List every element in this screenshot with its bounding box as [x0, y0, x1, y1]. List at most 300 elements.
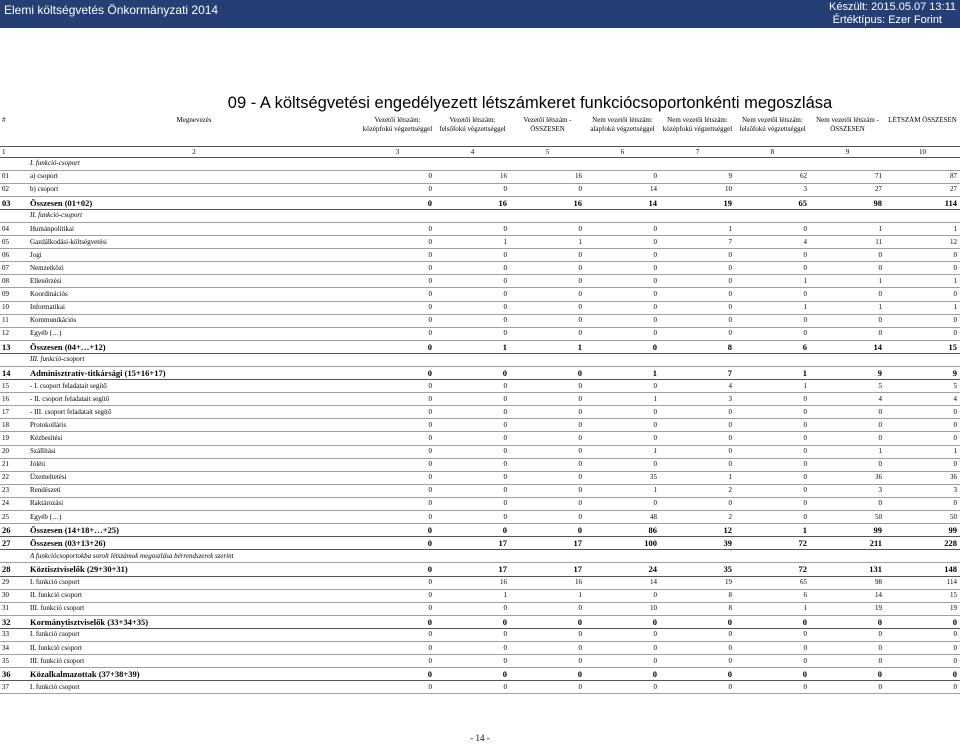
cell-value: 1 [735, 301, 810, 314]
cell-value: 0 [435, 275, 510, 288]
cell-value: 0 [360, 497, 435, 510]
cell-value: 0 [510, 432, 585, 445]
row-code [0, 550, 28, 563]
cell-value: 6 [735, 340, 810, 353]
cell-value: 0 [360, 393, 435, 406]
cell-value: 0 [510, 419, 585, 432]
cell-value: 0 [810, 615, 885, 628]
cell-value: 0 [885, 314, 960, 327]
cell-value: 0 [510, 458, 585, 471]
cell-value: 0 [510, 655, 585, 668]
cell-value: 99 [885, 524, 960, 537]
cell-value: 0 [360, 655, 435, 668]
row-label: Kézbesítési [28, 432, 360, 445]
cell-value: 0 [885, 419, 960, 432]
column-number-row [0, 146, 960, 157]
cell-value: 0 [660, 641, 735, 654]
cell-value: 0 [585, 641, 660, 654]
cell-value: 1 [735, 602, 810, 615]
cell-value: 0 [885, 458, 960, 471]
cell-value: 16 [510, 196, 585, 209]
cell-value: 0 [510, 524, 585, 537]
cell-value: 0 [435, 406, 510, 419]
section-row [0, 209, 960, 222]
cell-value: 99 [810, 524, 885, 537]
cell-value: 3 [885, 484, 960, 497]
cell-value: 50 [885, 511, 960, 524]
cell-value: 1 [435, 589, 510, 602]
table-row [0, 222, 960, 235]
cell-value: 0 [885, 497, 960, 510]
cell-value: 65 [735, 576, 810, 589]
row-code: 14 [0, 367, 28, 380]
cell-value: 0 [510, 301, 585, 314]
cell-value: 0 [585, 301, 660, 314]
cell-value: 0 [585, 406, 660, 419]
cell-value: 1 [660, 222, 735, 235]
cell-value: 16 [435, 576, 510, 589]
cell-value: 0 [810, 458, 885, 471]
cell-value: 1 [435, 340, 510, 353]
table-row [0, 288, 960, 301]
cell-value: 0 [660, 445, 735, 458]
row-code: 15 [0, 380, 28, 393]
cell-value: 0 [510, 641, 585, 654]
row-code: 30 [0, 589, 28, 602]
row-code: 29 [0, 576, 28, 589]
cell-value: 0 [435, 484, 510, 497]
row-label: I. funkció-csoport [28, 157, 960, 170]
row-code: 25 [0, 511, 28, 524]
cell-value: 0 [360, 249, 435, 262]
cell-value: 19 [660, 576, 735, 589]
cell-value: 1 [585, 445, 660, 458]
table-row [0, 641, 960, 654]
cell-value: 211 [810, 537, 885, 550]
cell-value: 0 [435, 380, 510, 393]
cell-value: 1 [810, 301, 885, 314]
cell-value: 65 [735, 196, 810, 209]
table-row [0, 589, 960, 602]
cell-value: 0 [735, 668, 810, 681]
cell-value: 0 [435, 602, 510, 615]
cell-value: 0 [360, 668, 435, 681]
row-label: Egyéb (…) [28, 511, 360, 524]
cell-value: 1 [885, 301, 960, 314]
cell-value: 14 [585, 576, 660, 589]
cell-value: 0 [585, 222, 660, 235]
cell-value: 0 [510, 183, 585, 196]
cell-value: 0 [435, 249, 510, 262]
cell-value: 0 [810, 314, 885, 327]
cell-value: 0 [810, 655, 885, 668]
row-label: Összesen (01+02) [28, 196, 360, 209]
cell-value: 36 [810, 471, 885, 484]
table-row [0, 628, 960, 641]
table-row [0, 170, 960, 183]
cell-value: 0 [435, 615, 510, 628]
cell-value: 0 [735, 655, 810, 668]
cell-value: 0 [360, 327, 435, 340]
row-code: 10 [0, 301, 28, 314]
table-row [0, 511, 960, 524]
cell-value: 12 [885, 236, 960, 249]
cell-value: 100 [585, 537, 660, 550]
cell-value: 0 [510, 262, 585, 275]
cell-value: 0 [660, 458, 735, 471]
cell-value: 0 [885, 655, 960, 668]
cell-value: 4 [810, 393, 885, 406]
total-row [0, 196, 960, 209]
cell-value: 0 [360, 301, 435, 314]
total-row [0, 615, 960, 628]
created-timestamp: Készült: 2015.05.07 13:11 [828, 1, 956, 13]
cell-value: 50 [810, 511, 885, 524]
cell-value: 87 [885, 170, 960, 183]
cell-value: 7 [660, 367, 735, 380]
row-label: Gazdálkodási-költségvetési [28, 236, 360, 249]
cell-value: 148 [885, 563, 960, 576]
cell-value: 0 [585, 589, 660, 602]
cell-value: 0 [510, 275, 585, 288]
cell-value: 0 [660, 314, 735, 327]
table-row [0, 484, 960, 497]
cell-value: 2 [660, 484, 735, 497]
cell-value: 0 [810, 641, 885, 654]
cell-value: 8 [660, 589, 735, 602]
cell-value: 16 [510, 576, 585, 589]
column-number: 8 [735, 146, 810, 157]
cell-value: 0 [660, 327, 735, 340]
cell-value: 0 [660, 288, 735, 301]
row-code: 16 [0, 393, 28, 406]
cell-value: 98 [810, 196, 885, 209]
cell-value: 0 [585, 236, 660, 249]
cell-value: 0 [885, 641, 960, 654]
cell-value: 0 [585, 288, 660, 301]
column-number: 7 [660, 146, 735, 157]
row-code: 28 [0, 563, 28, 576]
cell-value: 0 [810, 262, 885, 275]
cell-value: 0 [885, 262, 960, 275]
cell-value: 0 [435, 393, 510, 406]
row-code: 21 [0, 458, 28, 471]
cell-value: 0 [885, 432, 960, 445]
cell-value: 0 [360, 196, 435, 209]
cell-value: 1 [810, 222, 885, 235]
column-number: 1 [0, 146, 28, 157]
table-row [0, 380, 960, 393]
cell-value: 0 [435, 628, 510, 641]
cell-value: 0 [510, 406, 585, 419]
cell-value: 35 [585, 471, 660, 484]
cell-value: 0 [660, 406, 735, 419]
cell-value: 1 [660, 471, 735, 484]
cell-value: 17 [510, 537, 585, 550]
cell-value: 12 [660, 524, 735, 537]
row-code [0, 209, 28, 222]
cell-value: 48 [585, 511, 660, 524]
table-row [0, 445, 960, 458]
cell-value: 0 [735, 327, 810, 340]
cell-value: 1 [810, 445, 885, 458]
cell-value: 0 [360, 445, 435, 458]
row-code: 08 [0, 275, 28, 288]
row-label: I. funkció csoport [28, 681, 360, 694]
cell-value: 0 [585, 655, 660, 668]
section-row [0, 157, 960, 170]
cell-value: 1 [585, 393, 660, 406]
cell-value: 0 [435, 641, 510, 654]
row-label: Üzemeltetési [28, 471, 360, 484]
cell-value: 0 [660, 419, 735, 432]
row-code: 17 [0, 406, 28, 419]
column-header: Vezetői létszám: középfokú végzettséggel [360, 116, 435, 146]
cell-value: 1 [585, 484, 660, 497]
cell-value: 8 [660, 340, 735, 353]
cell-value: 0 [360, 484, 435, 497]
table-row [0, 655, 960, 668]
cell-value: 0 [660, 668, 735, 681]
cell-value: 0 [585, 419, 660, 432]
cell-value: 16 [510, 170, 585, 183]
column-header: Nem vezetői létszám: középfokú végzettséggel [660, 116, 735, 146]
cell-value: 131 [810, 563, 885, 576]
cell-value: 0 [360, 275, 435, 288]
page-number: - 14 - [470, 733, 490, 743]
row-code: 06 [0, 249, 28, 262]
cell-value: 0 [435, 301, 510, 314]
cell-value: 0 [735, 314, 810, 327]
cell-value: 0 [510, 615, 585, 628]
cell-value: 3 [660, 393, 735, 406]
cell-value: 0 [585, 458, 660, 471]
column-number: 2 [28, 146, 360, 157]
total-row [0, 367, 960, 380]
row-label: I. funkció csoport [28, 628, 360, 641]
row-code: 20 [0, 445, 28, 458]
row-code: 11 [0, 314, 28, 327]
row-code [0, 353, 28, 366]
row-label: Köztisztviselők (29+30+31) [28, 563, 360, 576]
row-code: 13 [0, 340, 28, 353]
cell-value: 0 [360, 340, 435, 353]
cell-value: 0 [435, 458, 510, 471]
cell-value: 24 [585, 563, 660, 576]
cell-value: 0 [735, 628, 810, 641]
row-label: I. funkció csoport [28, 576, 360, 589]
cell-value: 0 [360, 641, 435, 654]
cell-value: 0 [510, 681, 585, 694]
cell-value: 0 [660, 615, 735, 628]
cell-value: 0 [585, 327, 660, 340]
cell-value: 0 [510, 484, 585, 497]
cell-value: 0 [735, 497, 810, 510]
column-header: Nem vezetői létszám: felsőfokú végzettséggel [735, 116, 810, 146]
cell-value: 0 [735, 249, 810, 262]
row-code: 18 [0, 419, 28, 432]
cell-value: 86 [585, 524, 660, 537]
cell-value: 0 [435, 432, 510, 445]
row-label: Jóléti [28, 458, 360, 471]
cell-value: 0 [660, 432, 735, 445]
cell-value: 0 [585, 497, 660, 510]
row-code: 12 [0, 327, 28, 340]
cell-value: 0 [885, 628, 960, 641]
row-label: Összesen (14+18+…+25) [28, 524, 360, 537]
cell-value: 0 [735, 262, 810, 275]
cell-value: 0 [735, 419, 810, 432]
column-header: Nem vezetői létszám - ÖSSZESEN [810, 116, 885, 146]
cell-value: 0 [885, 615, 960, 628]
cell-value: 0 [360, 576, 435, 589]
cell-value: 14 [810, 340, 885, 353]
cell-value: 9 [885, 367, 960, 380]
cell-value: 1 [510, 589, 585, 602]
cell-value: 19 [810, 602, 885, 615]
cell-value: 0 [885, 406, 960, 419]
row-label: III. funkció-csoport [28, 353, 960, 366]
cell-value: 0 [885, 681, 960, 694]
cell-value: 0 [585, 340, 660, 353]
row-label: - III. csoport feladatait segítő [28, 406, 360, 419]
row-code: 37 [0, 681, 28, 694]
total-row [0, 537, 960, 550]
row-label: - I. csoport feladatait segítő [28, 380, 360, 393]
cell-value: 0 [660, 262, 735, 275]
cell-value: 0 [510, 327, 585, 340]
cell-value: 0 [585, 432, 660, 445]
cell-value: 0 [585, 262, 660, 275]
cell-value: 17 [435, 563, 510, 576]
cell-value: 0 [660, 681, 735, 694]
column-number: 9 [810, 146, 885, 157]
column-header: Vezetői létszám: felsőfokú végzettséggel [435, 116, 510, 146]
cell-value: 5 [885, 380, 960, 393]
cell-value: 0 [435, 314, 510, 327]
cell-value: 0 [585, 615, 660, 628]
row-label: II. funkció csoport [28, 589, 360, 602]
cell-value: 0 [810, 249, 885, 262]
cell-value: 17 [510, 563, 585, 576]
cell-value: 1 [885, 275, 960, 288]
row-code: 26 [0, 524, 28, 537]
row-label: Raktározási [28, 497, 360, 510]
row-label: Rendészeti [28, 484, 360, 497]
cell-value: 0 [360, 589, 435, 602]
cell-value: 0 [810, 419, 885, 432]
cell-value: 14 [810, 589, 885, 602]
cell-value: 0 [735, 458, 810, 471]
table-row [0, 275, 960, 288]
cell-value: 0 [735, 471, 810, 484]
cell-value: 0 [360, 170, 435, 183]
cell-value: 0 [435, 681, 510, 694]
cell-value: 15 [885, 589, 960, 602]
cell-value: 1 [885, 222, 960, 235]
cell-value: 114 [885, 576, 960, 589]
cell-value: 0 [510, 393, 585, 406]
row-label: Ellenőrzési [28, 275, 360, 288]
table-row [0, 327, 960, 340]
cell-value: 16 [435, 170, 510, 183]
row-label: Egyéb (…) [28, 327, 360, 340]
cell-value: 0 [810, 668, 885, 681]
cell-value: 0 [735, 222, 810, 235]
column-number: 3 [360, 146, 435, 157]
cell-value: 0 [510, 511, 585, 524]
cell-value: 0 [435, 419, 510, 432]
row-code: 35 [0, 655, 28, 668]
cell-value: 14 [585, 196, 660, 209]
cell-value: 27 [810, 183, 885, 196]
cell-value: 1 [435, 236, 510, 249]
cell-value: 2 [660, 511, 735, 524]
column-header: Vezetői létszám - ÖSSZESEN [510, 116, 585, 146]
cell-value: 0 [735, 432, 810, 445]
row-code: 33 [0, 628, 28, 641]
cell-value: 0 [810, 288, 885, 301]
cell-value: 0 [435, 367, 510, 380]
cell-value: 0 [510, 628, 585, 641]
cell-value: 17 [435, 537, 510, 550]
cell-value: 0 [435, 655, 510, 668]
cell-value: 1 [735, 367, 810, 380]
cell-value: 114 [885, 196, 960, 209]
cell-value: 0 [360, 458, 435, 471]
cell-value: 0 [810, 628, 885, 641]
cell-value: 0 [735, 406, 810, 419]
row-label: a) csoport [28, 170, 360, 183]
organization-name: Elemi költségvetés Önkormányzati 2014 [4, 3, 219, 17]
cell-value: 0 [510, 380, 585, 393]
row-code: 24 [0, 497, 28, 510]
table-row [0, 393, 960, 406]
row-label: Nemzetközi [28, 262, 360, 275]
row-label: A funkciócsoportokba sorolt létszámok megoszlása bérrendszerek szerint [28, 550, 960, 563]
row-label: Közalkalmazottak (37+38+39) [28, 668, 360, 681]
cell-value: 0 [435, 668, 510, 681]
value-type: Értéktípus: Ezer Forint [832, 14, 942, 26]
cell-value: 0 [360, 432, 435, 445]
row-label: Kommunikációs [28, 314, 360, 327]
cell-value: 0 [360, 628, 435, 641]
cell-value: 0 [435, 524, 510, 537]
table-row [0, 301, 960, 314]
cell-value: 0 [510, 602, 585, 615]
cell-value: 0 [360, 406, 435, 419]
cell-value: 0 [810, 327, 885, 340]
cell-value: 71 [810, 170, 885, 183]
cell-value: 0 [660, 628, 735, 641]
cell-value: 0 [360, 615, 435, 628]
cell-value: 0 [435, 262, 510, 275]
table-row [0, 236, 960, 249]
table-row [0, 419, 960, 432]
table-row [0, 576, 960, 589]
cell-value: 0 [435, 511, 510, 524]
cell-value: 0 [510, 668, 585, 681]
cell-value: 16 [435, 196, 510, 209]
row-code: 32 [0, 615, 28, 628]
section-row [0, 550, 960, 563]
cell-value: 0 [735, 615, 810, 628]
row-code: 07 [0, 262, 28, 275]
cell-value: 0 [360, 537, 435, 550]
column-header: LÉTSZÁM ÖSSZESEN [885, 116, 960, 146]
cell-value: 10 [660, 183, 735, 196]
cell-value: 0 [435, 183, 510, 196]
